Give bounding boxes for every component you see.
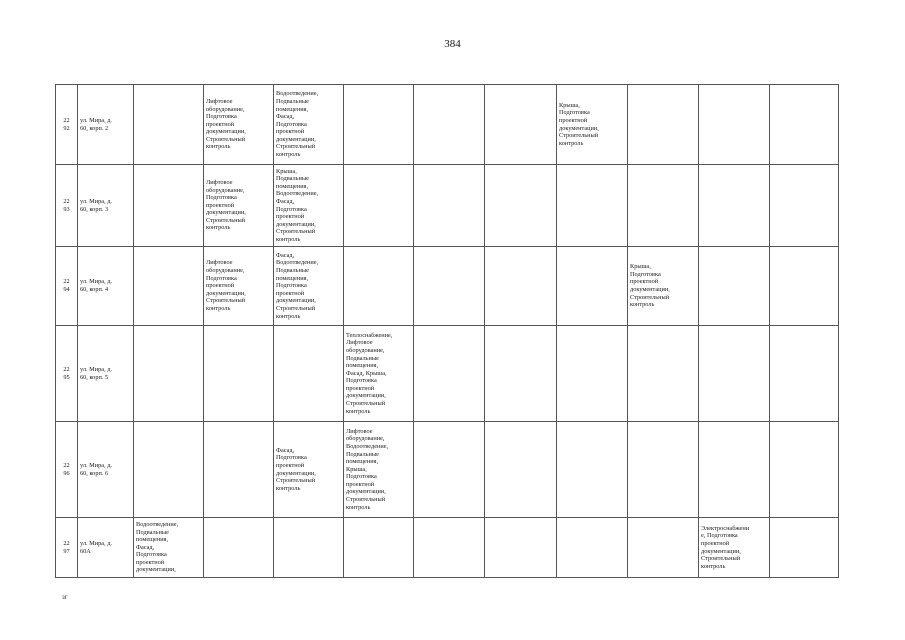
work-text: Лифтовое оборудование, Подготовка проектной документации, Строительный контроль (206, 97, 246, 151)
address-text: ул. Мира, д. 60, корп. 2 (80, 116, 113, 132)
work-cell (274, 422, 344, 518)
work-cell (485, 326, 557, 422)
work-cell (134, 247, 204, 326)
work-cell (557, 165, 628, 247)
work-text: Фасад, Подготовка проектной документации, Строительный контроль (276, 446, 316, 492)
work-cell (628, 518, 699, 578)
work-cell (344, 165, 414, 247)
address-cell (78, 247, 134, 326)
work-cell (414, 247, 485, 326)
work-text: Лифтовое оборудование, Водоотведение, Подвальные помещения, Крыша, Подготовка проектной документации, Строительный контроль (346, 427, 389, 511)
work-text: Водоотведение, Подвальные помещения, Фасад, Подготовка проектной документации, (136, 520, 179, 574)
work-cell (628, 326, 699, 422)
work-text: Водоотведение, Подвальные помещения, Фасад, Подготовка проектной документации, Строительный контроль (276, 90, 319, 159)
work-cell (485, 518, 557, 578)
row-number-text: 22 95 (63, 365, 70, 381)
row-number-text: 22 94 (63, 278, 70, 293)
work-cell (134, 326, 204, 422)
schedule-table (55, 84, 839, 578)
work-cell (770, 326, 839, 422)
work-cell (770, 165, 839, 247)
work-cell (414, 422, 485, 518)
row-number (56, 165, 78, 247)
work-cell (134, 85, 204, 165)
work-text: Лифтовое оборудование, Подготовка проектной документации, Строительный контроль (206, 178, 246, 232)
work-cell (344, 422, 414, 518)
work-cell (628, 165, 699, 247)
table-row (56, 422, 839, 518)
work-text: Крыша, Подвальные помещения, Водоотведение, Фасад, Подготовка проектной документации, Строительный контроль (276, 167, 319, 243)
work-cell (557, 422, 628, 518)
work-cell (274, 326, 344, 422)
row-number (56, 85, 78, 165)
work-text: Фасад, Водоотведение, Подвальные помещения, Подготовка проектной документации, Строительный контроль (276, 251, 319, 320)
work-cell (770, 85, 839, 165)
row-number-text: 22 97 (63, 539, 70, 555)
work-cell (134, 165, 204, 247)
work-text: Крыша, Подготовка проектной документации, Строительный контроль (559, 101, 599, 147)
work-cell (699, 422, 770, 518)
table-row (56, 326, 839, 422)
footer-mark: зг (62, 593, 68, 601)
work-cell (485, 422, 557, 518)
work-text: Крыша, Подготовка проектной документации, Строительный контроль (630, 263, 670, 309)
row-number (56, 247, 78, 326)
work-cell (699, 165, 770, 247)
work-cell (274, 85, 344, 165)
work-cell (770, 247, 839, 326)
row-number-text: 22 96 (63, 461, 70, 477)
address-cell (78, 518, 134, 578)
work-cell (699, 247, 770, 326)
work-cell (699, 326, 770, 422)
work-text: Электроснабжени е, Подготовка проектной документации, Строительный контроль (701, 524, 750, 570)
address-text: ул. Мира, д. 60А (80, 539, 113, 555)
address-text: ул. Мира, д. 60, корп. 6 (80, 461, 113, 477)
work-cell (274, 165, 344, 247)
work-cell (414, 326, 485, 422)
work-cell (204, 247, 274, 326)
work-cell (274, 518, 344, 578)
row-number (56, 422, 78, 518)
address-text: ул. Мира, д. 60, корп. 3 (80, 197, 113, 213)
work-cell (699, 85, 770, 165)
work-cell (414, 165, 485, 247)
work-cell (344, 518, 414, 578)
work-text: Теплоснабжение, Лифтовое оборудование, Подвальные помещения, Фасад, Крыша, Подготовка проектной документации, Строительный контроль (346, 331, 393, 415)
work-cell (414, 85, 485, 165)
work-cell (274, 247, 344, 326)
work-cell (134, 422, 204, 518)
work-cell (344, 326, 414, 422)
table-row (56, 247, 839, 326)
work-cell (344, 85, 414, 165)
work-cell (628, 422, 699, 518)
work-cell (557, 518, 628, 578)
address-cell (78, 85, 134, 165)
work-cell (204, 326, 274, 422)
address-cell (78, 165, 134, 247)
work-cell (344, 247, 414, 326)
work-cell (204, 85, 274, 165)
work-cell (628, 247, 699, 326)
work-cell (414, 518, 485, 578)
table-row (56, 85, 839, 165)
work-cell (204, 165, 274, 247)
address-cell (78, 422, 134, 518)
address-text: ул. Мира, д. 60, корп. 4 (80, 278, 113, 293)
work-cell (204, 518, 274, 578)
work-cell (485, 247, 557, 326)
table-row (56, 518, 839, 578)
page-number: 384 (444, 38, 461, 50)
work-text: Лифтовое оборудование, Подготовка проектной документации, Строительный контроль (206, 259, 246, 312)
address-text: ул. Мира, д. 60, корп. 5 (80, 365, 113, 381)
address-cell (78, 326, 134, 422)
table-row (56, 165, 839, 247)
work-cell (557, 247, 628, 326)
work-cell (699, 518, 770, 578)
work-cell (770, 518, 839, 578)
work-cell (485, 165, 557, 247)
row-number (56, 326, 78, 422)
work-cell (204, 422, 274, 518)
row-number (56, 518, 78, 578)
row-number-text: 22 93 (63, 197, 70, 213)
row-number-text: 22 92 (63, 116, 70, 132)
work-cell (134, 518, 204, 578)
work-cell (557, 326, 628, 422)
work-cell (485, 85, 557, 165)
work-cell (770, 422, 839, 518)
work-cell (628, 85, 699, 165)
work-cell (557, 85, 628, 165)
